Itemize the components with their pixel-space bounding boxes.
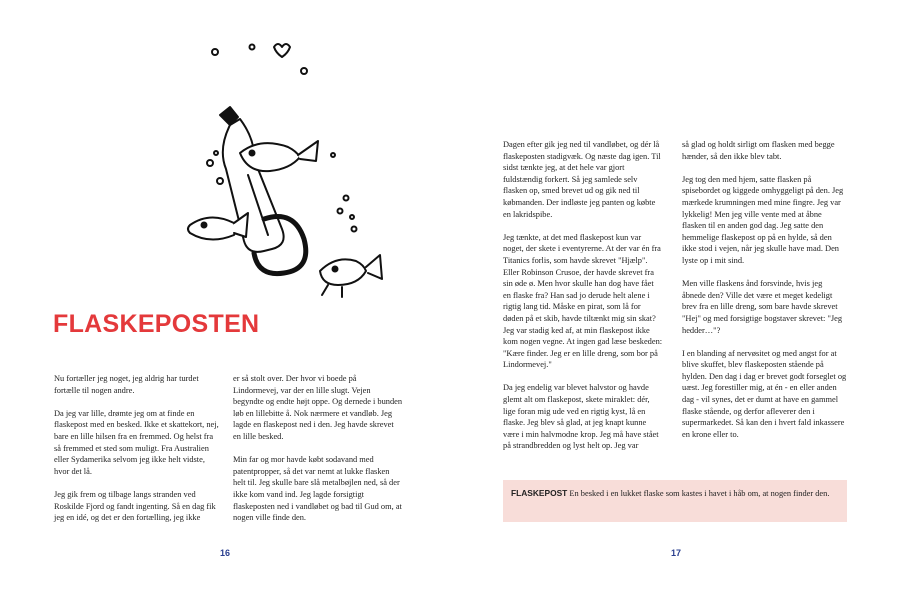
paragraph: Jeg tog den med hjem, satte flasken på spisebordet og kiggede omhyggeligt på den. Jeg mærkede krumningen med mine fingre. Jeg var lykkelig! Men jeg ville vente med at åbne flasken til en anden god dag. Jeg satte den hemmelige flaskepost op på en hylde, så den ikke stod i vejen, når jeg skulle have mad. Den lyste op i mit sind.	[682, 174, 844, 265]
paragraph: er så stolt over. Der hvor vi boede på Lindormevej, var der en lille slugt. Vejen begyndte og endte højt oppe. Og dernede i bunden løb en lillebitte å. Nok nærmere et vandløb. Jeg lagde en flaskepost ned i den. Jeg havde skrevet en lille besked.	[233, 374, 403, 441]
paragraph: Dagen efter gik jeg ned til vandløbet, og dér lå flaskeposten stadigvæk. Og næste dag igen. Til sidst tænkte jeg, at det hele var gjort fuldstændig forkert. Så jeg samlede selv flasken op, smed brevet ud og gik ned til købmanden. Der indløste jeg panten og købte en lakridspibe.	[503, 140, 661, 219]
paragraph: Da jeg endelig var blevet halvstor og havde glemt alt om flaskepost, skete miraklet: dér, lige foran mig ude ved en rigtig kyst, lå en flaske. Jeg blev så glad, at jeg knapt kunne være i min halvmodne krop. Jeg må have stået på strandbredden og lyst helt op. Jeg var	[503, 383, 659, 451]
right-column-1	[503, 139, 663, 464]
paragraph: I en blanding af nervøsitet og med angst for at blive skuffet, blev flaskeposten stående på hylden. Den dag i dag er brevet godt forseglet og uæst. Jeg forestiller mig, at én - en eller anden dag - vil synes, det er dumt at have en gammel flaske stående, og derfor afleverer den i supermarkedet. Så kan den i hvert fald inkassere en krone eller to.	[682, 348, 847, 439]
definition-term: FLASKEPOST	[511, 488, 568, 498]
paragraph: Da jeg var lille, drømte jeg om at finde en flaskepost med en besked. Ikke et skattekort, nej, bare en lille hilsen fra en fremmed. Og helst fra så fremmed et sted som muligt. Fra Australien eller Sydamerika selvom jeg ikke helt vidste, hvor det lå.	[54, 408, 219, 476]
definition-text: En besked i en lukket flaske som kastes i havet i håb om, at nogen finder den.	[567, 489, 830, 498]
left-column-1	[54, 373, 222, 535]
left-column-2	[233, 373, 403, 535]
paragraph: Min far og mor havde købt sodavand med patentpropper, så det var nemt at lukke flasken helt til. Jeg skulle bare slå metalbøjlen ned, så der ikke kom vand ind. Jeg lagde forsigtigt flaskeposten ned i vandløbet og bad til Gud om, at nogen ville finde den.	[233, 455, 402, 523]
paragraph: Men ville flaskens ånd forsvinde, hvis jeg åbnede den? Ville det være et meget kedeligt brev fra en lille dreng, som bare havde skrevet "Hej" og med forsigtige bogstaver skrevet: "Jeg hedder…"?	[682, 279, 843, 335]
paragraph: så glad og holdt sirligt om flasken med begge hænder, så den ikke blev tabt.	[682, 140, 835, 161]
right-column-2	[682, 139, 848, 452]
page-number-left: 16	[220, 548, 231, 558]
right-page	[450, 0, 899, 592]
paragraph: Nu fortæller jeg noget, jeg aldrig har turdet fortælle til nogen andre.	[54, 374, 199, 395]
chapter-title: FLASKEPOSTEN	[53, 310, 260, 338]
bottle-and-fish-illustration	[180, 35, 400, 305]
definition-box	[503, 480, 847, 522]
page-number-right: 17	[671, 548, 682, 558]
left-page	[0, 0, 449, 592]
paragraph: Jeg gik frem og tilbage langs stranden ved Roskilde Fjord og fandt ingenting. Så en dag fik jeg en idé, og det er den fortælling, jeg ikke	[54, 489, 216, 523]
paragraph: Jeg tænkte, at det med flaskepost kun var noget, der skete i eventyrerne. At der var én fra Titanics forlis, som havde skrevet "Hjælp". Eller Robinson Crusoe, der havde skrevet fra sin øde ø. Men hvor skulle han dog have fået en flaske fra? Han sad jo derude helt alene i rigtig lang tid. Måske en pirat, som lå for døden på et skib, havde tiltænkt mig sin skat? Jeg var stadig ked af, at min flaskepost ikke kom nogen vegne. At ingen gad læse beskeden: "Kære finder. Jeg er en lille dreng, som bor på Lindormevej."	[503, 232, 663, 370]
